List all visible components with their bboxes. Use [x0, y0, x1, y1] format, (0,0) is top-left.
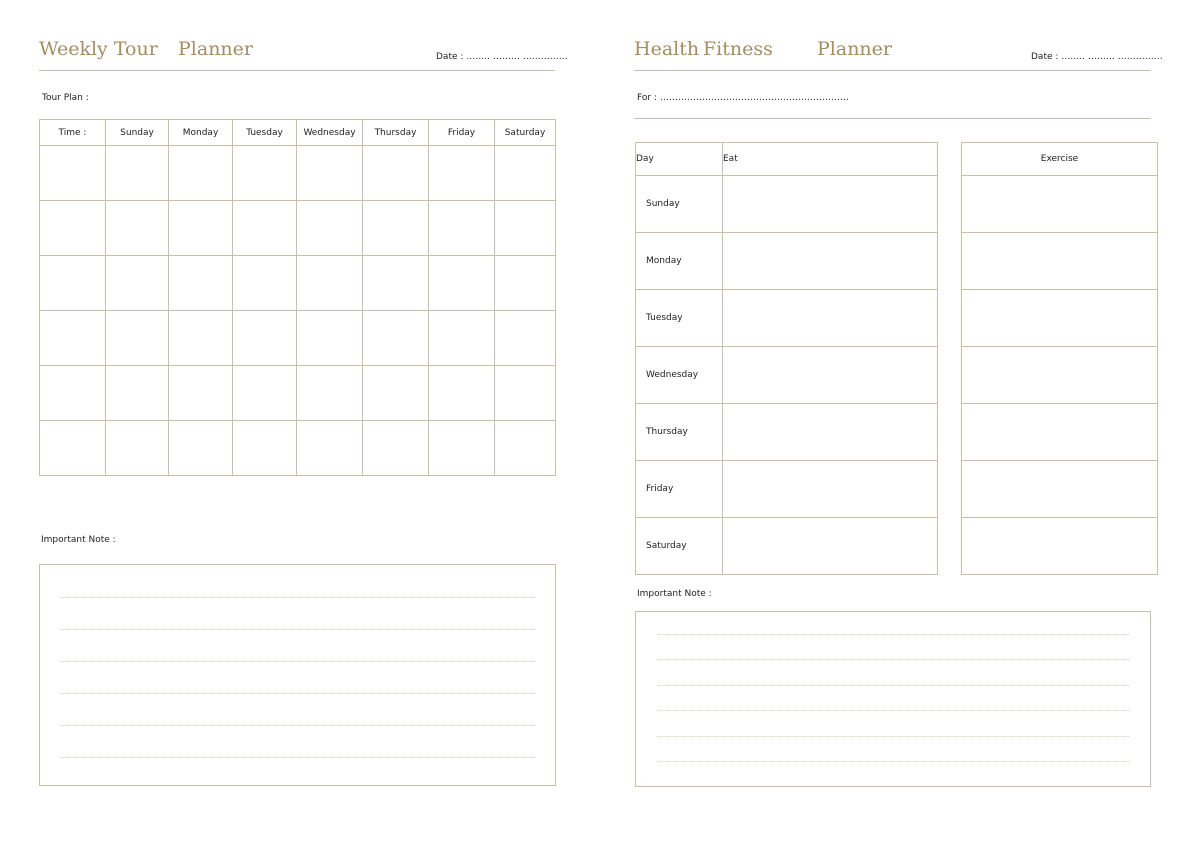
day-label-wednesday: Wednesday	[636, 347, 723, 404]
day-label-saturday: Saturday	[636, 518, 723, 575]
table-cell[interactable]	[429, 421, 495, 476]
table-cell[interactable]	[429, 366, 495, 421]
right-important-note-label: Important Note :	[637, 589, 712, 599]
table-cell[interactable]	[297, 421, 363, 476]
day-header: Day	[636, 143, 723, 176]
column-header-sunday: Sunday	[106, 120, 169, 146]
table-row	[636, 176, 938, 233]
table-cell[interactable]	[169, 366, 233, 421]
table-row	[636, 461, 938, 518]
note-line	[657, 761, 1129, 762]
table-cell[interactable]	[495, 201, 556, 256]
table-row	[636, 347, 938, 404]
table-cell[interactable]	[363, 256, 429, 311]
column-header-monday: Monday	[169, 120, 233, 146]
day-label-monday: Monday	[636, 233, 723, 290]
eat-cell[interactable]	[723, 404, 938, 461]
eat-cell[interactable]	[723, 290, 938, 347]
table-row	[636, 290, 938, 347]
table-cell[interactable]	[429, 311, 495, 366]
table-cell[interactable]	[495, 256, 556, 311]
table-cell[interactable]	[429, 201, 495, 256]
eat-cell[interactable]	[723, 518, 938, 575]
note-line	[657, 659, 1129, 660]
note-line	[60, 757, 536, 758]
table-row	[40, 201, 556, 256]
note-line	[657, 634, 1129, 635]
day-eat-table	[635, 142, 938, 575]
table-cell[interactable]	[40, 366, 106, 421]
column-header-saturday: Saturday	[495, 120, 556, 146]
eat-cell[interactable]	[723, 461, 938, 518]
weekly-tour-title: Weekly Tour	[39, 38, 158, 60]
fitness-title: Fitness	[703, 38, 773, 60]
table-cell[interactable]	[169, 201, 233, 256]
note-line	[657, 685, 1129, 686]
table-row	[40, 146, 556, 201]
health-title: Health	[634, 38, 700, 60]
exercise-cell[interactable]	[962, 461, 1158, 518]
eat-cell[interactable]	[723, 176, 938, 233]
column-header-thursday: Thursday	[363, 120, 429, 146]
exercise-header-row	[962, 143, 1158, 176]
note-line	[60, 661, 536, 662]
table-cell[interactable]	[233, 421, 297, 476]
table-cell[interactable]	[429, 256, 495, 311]
exercise-cell[interactable]	[962, 176, 1158, 233]
note-line	[60, 725, 536, 726]
fitness-planner-title: Planner	[817, 38, 892, 60]
table-row	[962, 347, 1158, 404]
column-header-time: Time :	[40, 120, 106, 146]
day-label-friday: Friday	[636, 461, 723, 518]
table-row	[636, 233, 938, 290]
table-row	[962, 404, 1158, 461]
table-row	[40, 256, 556, 311]
tour-plan-label: Tour Plan :	[42, 93, 89, 103]
table-cell[interactable]	[40, 421, 106, 476]
table-cell[interactable]	[233, 366, 297, 421]
column-header-friday: Friday	[429, 120, 495, 146]
table-cell[interactable]	[363, 201, 429, 256]
for-field: For : ………………………………………………………	[637, 93, 849, 103]
column-header-wednesday: Wednesday	[297, 120, 363, 146]
table-cell[interactable]	[495, 366, 556, 421]
table-cell[interactable]	[233, 256, 297, 311]
table-cell[interactable]	[106, 201, 169, 256]
table-cell[interactable]	[363, 366, 429, 421]
table-cell[interactable]	[363, 311, 429, 366]
note-line	[60, 693, 536, 694]
table-cell[interactable]	[106, 421, 169, 476]
left-important-note-label: Important Note :	[41, 535, 116, 545]
table-cell[interactable]	[495, 421, 556, 476]
eat-cell[interactable]	[723, 347, 938, 404]
exercise-cell[interactable]	[962, 404, 1158, 461]
column-header-tuesday: Tuesday	[233, 120, 297, 146]
table-cell[interactable]	[106, 256, 169, 311]
table-cell[interactable]	[106, 311, 169, 366]
table-cell[interactable]	[40, 201, 106, 256]
table-row	[40, 311, 556, 366]
table-cell[interactable]	[40, 311, 106, 366]
table-row	[962, 518, 1158, 575]
table-row	[40, 421, 556, 476]
right-date-field: Date : …….. ……… ……………	[1031, 52, 1163, 62]
table-cell[interactable]	[429, 146, 495, 201]
exercise-header: Exercise	[962, 143, 1158, 176]
table-cell[interactable]	[297, 311, 363, 366]
table-cell[interactable]	[106, 146, 169, 201]
table-cell[interactable]	[169, 146, 233, 201]
day-label-thursday: Thursday	[636, 404, 723, 461]
right-header-divider	[634, 70, 1151, 71]
table-cell[interactable]	[233, 201, 297, 256]
table-cell[interactable]	[297, 201, 363, 256]
table-row	[962, 461, 1158, 518]
table-cell[interactable]	[363, 146, 429, 201]
weekly-tour-planner-title: Planner	[178, 38, 253, 60]
eat-cell[interactable]	[723, 233, 938, 290]
for-divider	[634, 118, 1151, 119]
table-cell[interactable]	[40, 256, 106, 311]
note-line	[657, 710, 1129, 711]
day-label-sunday: Sunday	[636, 176, 723, 233]
exercise-table	[961, 142, 1158, 575]
table-cell[interactable]	[233, 146, 297, 201]
eat-header: Eat	[723, 143, 938, 176]
exercise-cell[interactable]	[962, 518, 1158, 575]
table-row	[962, 176, 1158, 233]
note-line	[657, 736, 1129, 737]
table-cell[interactable]	[297, 256, 363, 311]
table-row	[962, 290, 1158, 347]
table-cell[interactable]	[363, 421, 429, 476]
tour-plan-header-row	[40, 120, 556, 146]
exercise-cell[interactable]	[962, 347, 1158, 404]
table-cell[interactable]	[495, 146, 556, 201]
table-cell[interactable]	[106, 366, 169, 421]
left-header-divider	[39, 70, 555, 71]
table-cell[interactable]	[297, 366, 363, 421]
note-line	[60, 629, 536, 630]
table-row	[636, 518, 938, 575]
exercise-cell[interactable]	[962, 290, 1158, 347]
tour-plan-table	[39, 119, 556, 476]
table-cell[interactable]	[40, 146, 106, 201]
exercise-cell[interactable]	[962, 233, 1158, 290]
table-cell[interactable]	[233, 311, 297, 366]
left-date-field: Date : …….. ……… ……………	[436, 52, 568, 62]
note-line	[60, 597, 536, 598]
table-cell[interactable]	[297, 146, 363, 201]
table-cell[interactable]	[169, 311, 233, 366]
table-cell[interactable]	[169, 421, 233, 476]
table-row	[40, 366, 556, 421]
day-label-tuesday: Tuesday	[636, 290, 723, 347]
day-eat-header-row	[636, 143, 938, 176]
table-row	[962, 233, 1158, 290]
table-cell[interactable]	[169, 256, 233, 311]
table-row	[636, 404, 938, 461]
table-cell[interactable]	[495, 311, 556, 366]
